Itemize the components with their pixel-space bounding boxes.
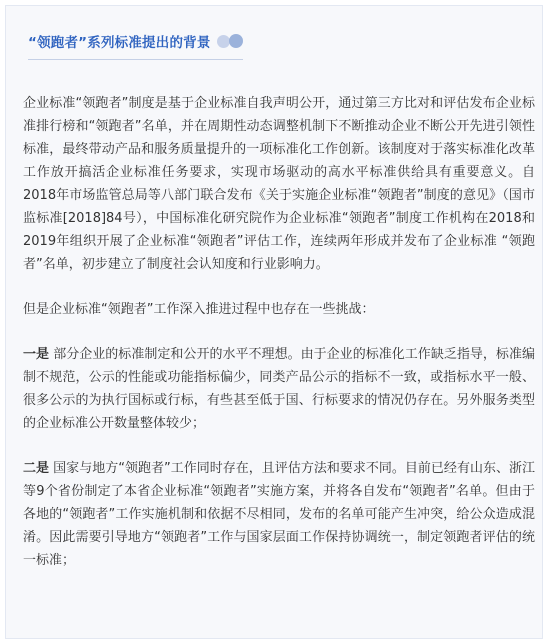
article-body bbox=[23, 92, 535, 594]
paragraph-point-two bbox=[23, 457, 535, 572]
paragraph-point-one bbox=[23, 343, 535, 435]
dark-circle bbox=[229, 34, 243, 48]
point-two-lead: 二是 bbox=[23, 461, 50, 476]
header-underline bbox=[28, 59, 243, 60]
paragraph-challenges: 但是企业标准“领跑者”工作深入推进过程中也存在一些挑战： bbox=[23, 302, 375, 317]
paragraph-intro: 企业标准“领跑者”制度是基于企业标准自我声明公开，通过第三方比对和评估发布企业标准排行榜和“领跑者”名单，并在周期性动态调整机制下不断推动企业不断公开先进引领性标准，最终带动产品和服务质量提升的一项标准化工作创新。该制度对于落实标准化改革工作放开搞活企业标准任务要求，实现市场驱动的高水平标准供给具有重要意义。自2018年市场监管总局等八部门联合发布《关于实施企业标准“领跑者”制度的意见》（国市监标准[2018]84号），中国标准化研究院作为企业标准“领跑者”制度工作机构在2018和2019年组织开展了企业标准“领跑者”评估工作，连续两年形成并发布了企业标准 “领跑者”名单，初步建立了制度社会认知度和行业影响力。 bbox=[23, 96, 535, 272]
point-two-text: 国家与地方“领跑者”工作同时存在，且评估方法和要求不同。目前已经有山东、浙江等9个省份制定了本省企业标准“领跑者”实施方案，并将各自发布“领跑者”名单。但由于各地的“领跑者”工作实施机制和依据不尽相同，发布的名单可能产生冲突，给公众造成混淆。因此需要引导地方“领跑者”工作与国家层面工作保持协调统一，制定领跑者评估的统一标准； bbox=[23, 461, 535, 568]
section-header bbox=[28, 26, 247, 56]
point-one-lead: 一是 bbox=[23, 347, 50, 362]
light-circle bbox=[217, 35, 230, 48]
article-card bbox=[5, 5, 543, 639]
point-one-text: 部分企业的标准制定和公开的水平不理想。由于企业的标准化工作缺乏指导，标准编制不规范，公示的性能或功能指标偏少，同类产品公示的指标不一致，或指标水平一般、很多公示的为执行国标或行标，有些甚至低于国、行标要求的情况仍存在。另外服务类型的企业标准公开数量整体较少； bbox=[23, 347, 535, 431]
section-title: “领跑者”系列标准提出的背景 bbox=[28, 35, 211, 51]
double-circle-dots-icon bbox=[217, 31, 247, 51]
